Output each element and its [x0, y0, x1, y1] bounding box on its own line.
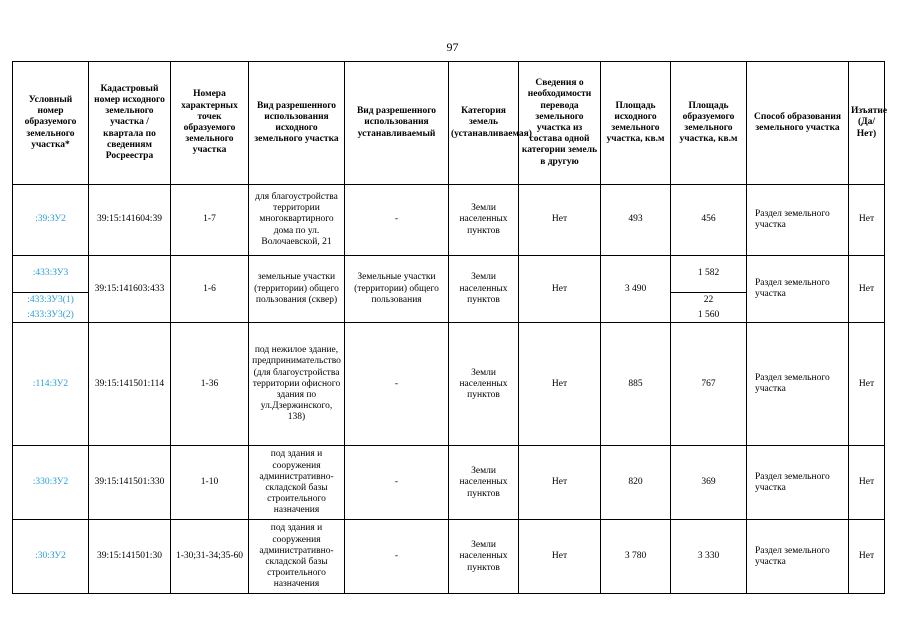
header-cell: Кадастровый номер исходного земельного участка / квартала по сведениям Росреестра — [89, 62, 171, 185]
header-cell: Вид разрешенного использования исходного земельного участка — [249, 62, 345, 185]
area-source-cell: 885 — [601, 323, 671, 446]
plot-id-link[interactable]: :330:ЗУ2 — [13, 446, 89, 520]
category-cell: Земли населенных пунктов — [449, 323, 519, 446]
points-cell: 1-6 — [171, 256, 249, 323]
points-cell: 1-10 — [171, 446, 249, 520]
use-new-cell: - — [345, 185, 449, 256]
cadastral-cell: 39:15:141501:330 — [89, 446, 171, 520]
area-source-cell: 493 — [601, 185, 671, 256]
use-source-cell: для благоустройства территории многоквартирного дома по ул. Волочаевской, 21 — [249, 185, 345, 256]
area-new-cell: 456 — [671, 185, 747, 256]
method-cell: Раздел земельного участка — [747, 446, 849, 520]
table-row — [13, 256, 885, 293]
area-subparts-cell — [671, 293, 747, 323]
transfer-cell: Нет — [519, 185, 601, 256]
method-cell: Раздел земельного участка — [747, 256, 849, 323]
area-subpart-value: 22 — [703, 295, 714, 305]
cadastral-cell: 39:15:141501:30 — [89, 520, 171, 594]
area-subpart-value: 1 560 — [697, 309, 720, 320]
seizure-cell: Нет — [849, 520, 885, 594]
use-source-cell: под нежилое здание, предпринимательство (для благоустройства территории офисного здания по ул.Дзержинского, 138) — [249, 323, 345, 446]
table-row — [13, 185, 885, 256]
plot-id-link[interactable]: :39:ЗУ2 — [13, 185, 89, 256]
use-source-cell: под здания и сооружения административно-складской базы строительного назначения — [249, 520, 345, 594]
header-cell: Условный номер образуемого земельного участка* — [13, 62, 89, 185]
points-cell: 1-30;31-34;35-60 — [171, 520, 249, 594]
use-new-cell: - — [345, 446, 449, 520]
header-cell: Сведения о необходимости перевода земельного участка из состава одной категории земель в другую — [519, 62, 601, 185]
plot-subpart-link[interactable]: :433:ЗУ3(2) — [27, 309, 74, 320]
cadastral-cell: 39:15:141501:114 — [89, 323, 171, 446]
use-source-cell: под здания и сооружения административно-складской базы строительного назначения — [249, 446, 345, 520]
header-cell: Изъятие (Да/ Нет) — [849, 62, 885, 185]
header-cell: Площадь образуемого земельного участка, кв.м — [671, 62, 747, 185]
table-header-row — [13, 62, 885, 185]
method-cell: Раздел земельного участка — [747, 323, 849, 446]
cadastral-cell: 39:15:141603:433 — [89, 256, 171, 323]
table-row — [13, 520, 885, 594]
use-new-cell: - — [345, 520, 449, 594]
use-new-cell: Земельные участки (территории) общего пользования — [345, 256, 449, 323]
transfer-cell: Нет — [519, 256, 601, 323]
seizure-cell: Нет — [849, 185, 885, 256]
points-cell: 1-7 — [171, 185, 249, 256]
area-new-cell: 1 582 — [671, 256, 747, 293]
points-cell: 1-36 — [171, 323, 249, 446]
area-source-cell: 820 — [601, 446, 671, 520]
use-source-cell: земельные участки (территории) общего пользования (сквер) — [249, 256, 345, 323]
plot-subpart-ids — [13, 293, 89, 323]
category-cell: Земли населенных пунктов — [449, 185, 519, 256]
use-new-cell: - — [345, 323, 449, 446]
plot-subpart-link[interactable]: :433:ЗУ3(1) — [27, 295, 74, 305]
category-cell: Земли населенных пунктов — [449, 520, 519, 594]
header-cell: Номера характерных точек образуемого земельного участка — [171, 62, 249, 185]
area-new-cell: 3 330 — [671, 520, 747, 594]
transfer-cell: Нет — [519, 520, 601, 594]
area-source-cell: 3 780 — [601, 520, 671, 594]
method-cell: Раздел земельного участка — [747, 185, 849, 256]
seizure-cell: Нет — [849, 323, 885, 446]
page-number: 97 — [446, 40, 459, 54]
cadastral-cell: 39:15:141604:39 — [89, 185, 171, 256]
area-new-cell: 369 — [671, 446, 747, 520]
area-new-cell: 767 — [671, 323, 747, 446]
table-row — [13, 446, 885, 520]
header-cell: Категория земель (устанавливаемая) — [449, 62, 519, 185]
table-row — [13, 323, 885, 446]
header-cell: Площадь исходного земельного участка, кв.м — [601, 62, 671, 185]
area-source-cell: 3 490 — [601, 256, 671, 323]
seizure-cell: Нет — [849, 256, 885, 323]
plot-id-link[interactable]: :433:ЗУ3 — [13, 256, 89, 293]
transfer-cell: Нет — [519, 446, 601, 520]
land-plots-table — [12, 61, 888, 594]
header-cell: Способ образования земельного участка — [747, 62, 849, 185]
seizure-cell: Нет — [849, 446, 885, 520]
category-cell: Земли населенных пунктов — [449, 256, 519, 323]
header-cell: Вид разрешенного использования устанавливаемый — [345, 62, 449, 185]
category-cell: Земли населенных пунктов — [449, 446, 519, 520]
method-cell: Раздел земельного участка — [747, 520, 849, 594]
transfer-cell: Нет — [519, 323, 601, 446]
plot-id-link[interactable]: :114:ЗУ2 — [13, 323, 89, 446]
plot-id-link[interactable]: :30:ЗУ2 — [13, 520, 89, 594]
